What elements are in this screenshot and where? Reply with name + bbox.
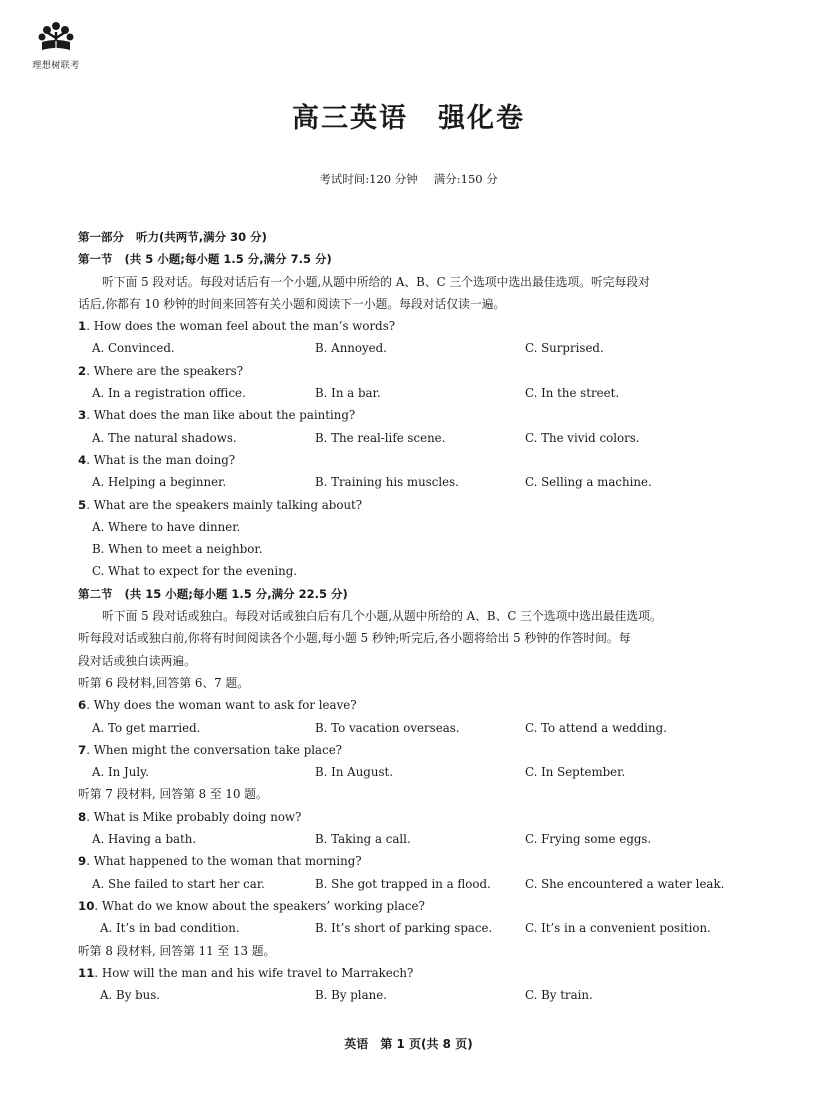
title-main: 高三英语 xyxy=(292,103,408,134)
question-number: 6 xyxy=(78,698,87,713)
question-text: . How does the woman feel about the man’s words? xyxy=(86,319,396,334)
option-b[interactable]: B. To vacation overseas. xyxy=(315,720,460,735)
question-text: . What is Mike probably doing now? xyxy=(86,809,302,824)
option-a[interactable]: A. In July. xyxy=(92,765,149,780)
instruction-line: 话后,你都有 10 秒钟的时间来回答有关小题和阅读下一小题。每段对话仅读一遍。 xyxy=(78,296,506,311)
option-a[interactable]: A. By bus. xyxy=(100,988,161,1003)
part-label: 第一部分 xyxy=(78,230,124,244)
question xyxy=(78,694,746,716)
section-label: 第二节 xyxy=(78,586,113,601)
question xyxy=(78,360,746,382)
question-text: . What do we know about the speakers’ working place? xyxy=(94,898,425,913)
option-row xyxy=(78,717,746,739)
option-b[interactable]: B. Training his muscles. xyxy=(315,475,459,490)
section-heading xyxy=(78,248,746,270)
option-c[interactable]: C. What to expect for the evening. xyxy=(92,564,298,579)
section-label: 第一节 xyxy=(78,252,113,267)
title-sub: 强化卷 xyxy=(438,103,525,134)
question-number: 11 xyxy=(78,965,95,980)
question xyxy=(78,494,746,516)
section-instructions xyxy=(78,271,746,316)
option-c[interactable]: C. In the street. xyxy=(525,386,620,401)
material-prompt: 听第 7 段材料, 回答第 8 至 10 题。 xyxy=(78,787,268,802)
question-text: . What does the man like about the painting? xyxy=(86,408,356,423)
option-a[interactable]: A. Having a bath. xyxy=(92,832,197,847)
option-b[interactable]: B. She got trapped in a flood. xyxy=(315,876,491,891)
footer-subject: 英语 xyxy=(344,1037,369,1051)
option-a[interactable]: A. In a registration office. xyxy=(92,386,246,401)
option-b[interactable]: B. It’s short of parking space. xyxy=(315,921,493,936)
question xyxy=(78,962,746,984)
question xyxy=(78,895,746,917)
option-a[interactable]: A. The natural shadows. xyxy=(92,430,237,445)
exam-info xyxy=(0,171,817,187)
question-number: 1 xyxy=(78,319,87,334)
instruction-line: 听下面 5 段对话。每段对话后有一个小题,从题中所给的 A、B、C 三个选项中选出最佳选项。听完每段对 xyxy=(102,274,650,289)
option-b[interactable]: B. In August. xyxy=(315,765,393,780)
instruction-line: 段对话或独白读两遍。 xyxy=(78,653,196,668)
option-row xyxy=(78,984,746,1006)
option-c[interactable]: C. It’s in a convenient position. xyxy=(525,921,711,936)
instruction-line: 听每段对话或独白前,你将有时间阅读各个小题,每小题 5 秒钟;听完后,各小题将给出 5 秒钟的作答时间。每 xyxy=(78,631,631,646)
option-row xyxy=(78,828,746,850)
option-c[interactable]: C. By train. xyxy=(525,988,593,1003)
question xyxy=(78,315,746,337)
exam-time: 考试时间:120 分钟 xyxy=(319,172,418,186)
option-a[interactable]: A. She failed to start her car. xyxy=(92,876,265,891)
option-b[interactable]: B. When to meet a neighbor. xyxy=(92,542,263,557)
question xyxy=(78,850,746,872)
question xyxy=(78,806,746,828)
logo xyxy=(28,20,84,71)
option-a[interactable]: A. Where to have dinner. xyxy=(92,519,241,534)
option-c[interactable]: C. Surprised. xyxy=(525,341,604,356)
option-row xyxy=(78,471,746,493)
part-title: 听力(共两节,满分 30 分) xyxy=(136,230,267,244)
option-c[interactable]: C. Selling a machine. xyxy=(525,475,652,490)
option-a[interactable]: A. Helping a beginner. xyxy=(92,475,227,490)
material-prompt: 听第 6 段材料,回答第 6、7 题。 xyxy=(78,675,250,690)
option-b[interactable]: B. By plane. xyxy=(315,988,387,1003)
question-number: 5 xyxy=(78,497,87,512)
question xyxy=(78,449,746,471)
question-text: . How will the man and his wife travel to Marrakech? xyxy=(94,965,414,980)
option-row xyxy=(78,382,746,404)
footer-page-number: 第 1 页(共 8 页) xyxy=(380,1037,473,1051)
section-title: (共 15 小题;每小题 1.5 分,满分 22.5 分) xyxy=(124,586,348,601)
page-title xyxy=(0,96,817,135)
material-prompt: 听第 8 段材料, 回答第 11 至 13 题。 xyxy=(78,943,276,958)
question xyxy=(78,404,746,426)
part-heading xyxy=(78,226,746,248)
option-row xyxy=(78,337,746,359)
instruction-line: 听下面 5 段对话或独白。每段对话或独白后有几个小题,从题中所给的 A、B、C 三个选项中选出最佳选项。 xyxy=(102,609,662,624)
option-c[interactable]: C. To attend a wedding. xyxy=(525,720,667,735)
option-a[interactable]: A. It’s in bad condition. xyxy=(100,921,240,936)
question-number: 4 xyxy=(78,452,87,467)
question xyxy=(78,739,746,761)
tree-logo-icon xyxy=(36,20,76,56)
option-a[interactable]: A. To get married. xyxy=(92,720,201,735)
option-b[interactable]: B. Annoyed. xyxy=(315,341,387,356)
question-text: . Why does the woman want to ask for leave? xyxy=(86,698,357,713)
section-instructions xyxy=(78,605,746,672)
option-row xyxy=(78,917,746,939)
question-text: . When might the conversation take place? xyxy=(86,742,343,757)
question-number: 3 xyxy=(78,408,87,423)
section-heading xyxy=(78,583,746,605)
question-number: 2 xyxy=(78,363,87,378)
exam-score: 满分:150 分 xyxy=(433,172,498,186)
question-number: 7 xyxy=(78,742,87,757)
page-footer xyxy=(0,1035,817,1052)
option-c[interactable]: C. In September. xyxy=(525,765,626,780)
option-a[interactable]: A. Convinced. xyxy=(92,341,175,356)
option-b[interactable]: B. The real-life scene. xyxy=(315,430,446,445)
question-number: 8 xyxy=(78,809,87,824)
logo-text: 理想树联考 xyxy=(32,61,80,71)
question-number: 9 xyxy=(78,854,87,869)
question-number: 10 xyxy=(78,898,95,913)
option-c[interactable]: C. The vivid colors. xyxy=(525,430,640,445)
option-row xyxy=(78,761,746,783)
option-b[interactable]: B. Taking a call. xyxy=(315,832,411,847)
option-c[interactable]: C. She encountered a water leak. xyxy=(525,876,725,891)
question-text: . Where are the speakers? xyxy=(86,363,244,378)
section-title: (共 5 小题;每小题 1.5 分,满分 7.5 分) xyxy=(124,252,332,267)
content xyxy=(78,226,746,1006)
option-b[interactable]: B. In a bar. xyxy=(315,386,381,401)
question-text: . What are the speakers mainly talking about? xyxy=(86,497,363,512)
question-text: . What is the man doing? xyxy=(86,452,236,467)
option-row xyxy=(78,427,746,449)
option-c[interactable]: C. Frying some eggs. xyxy=(525,832,652,847)
question-text: . What happened to the woman that morning? xyxy=(86,854,362,869)
option-row xyxy=(78,873,746,895)
